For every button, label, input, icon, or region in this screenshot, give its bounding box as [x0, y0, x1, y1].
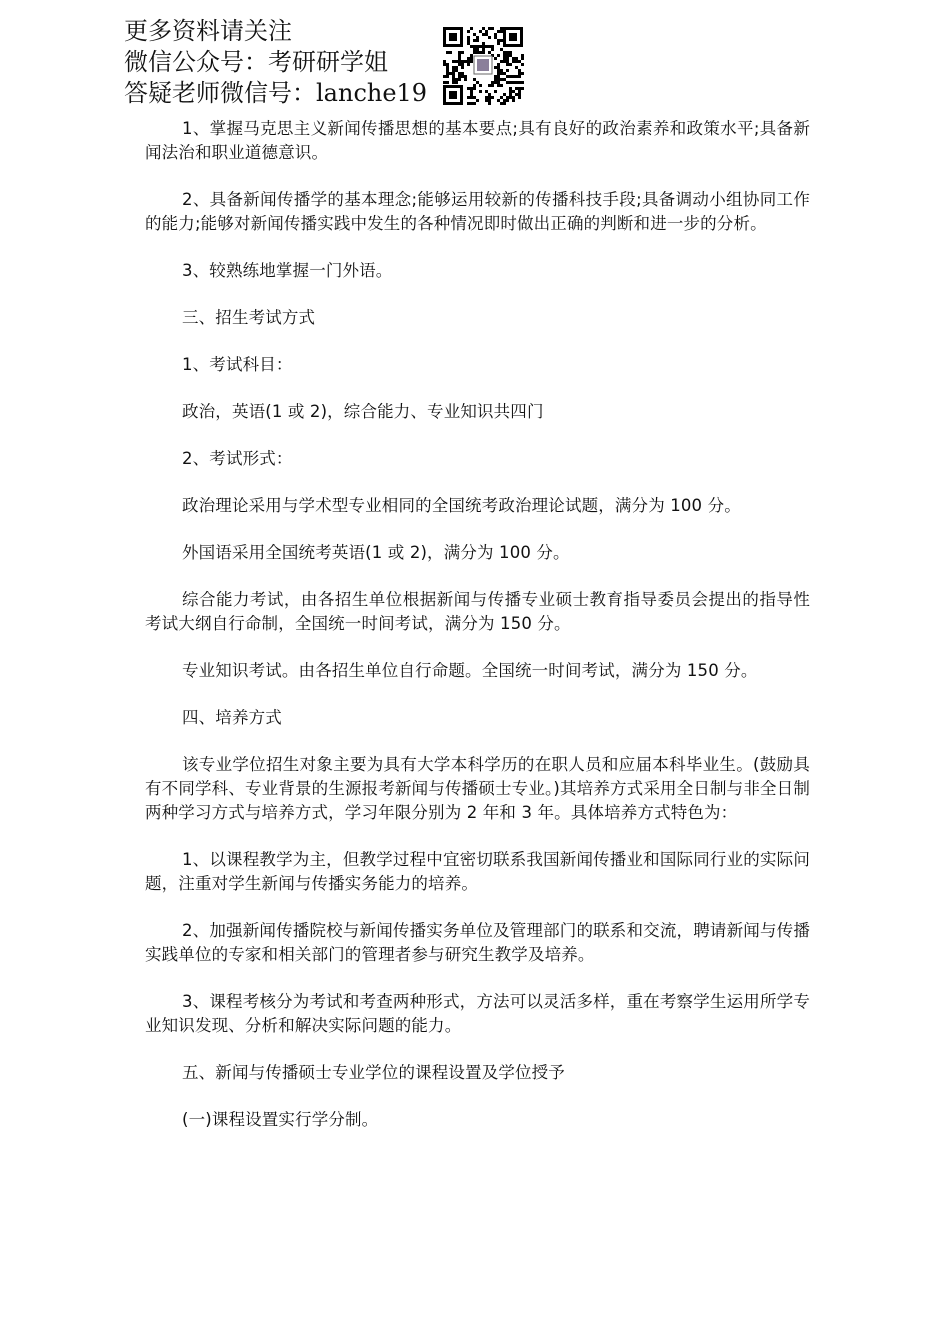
paragraph: 1、掌握马克思主义新闻传播思想的基本要点;具有良好的政治素养和政策水平;具备新闻法治和职业道德意识。 [145, 119, 810, 162]
promo-line-2: 微信公众号：考研研学姐 [124, 48, 388, 76]
paragraph: 外国语采用全国统考英语(1 或 2)，满分为 100 分。 [182, 543, 570, 562]
paragraph: (一)课程设置实行学分制。 [182, 1110, 379, 1129]
promo-line-3: 答疑老师微信号：lanche19 [124, 79, 428, 107]
paragraph: 综合能力考试，由各招生单位根据新闻与传播专业硕士教育指导委员会提出的指导性考试大纲自行命制，全国统一时间考试，满分为 150 分。 [145, 590, 810, 633]
section-heading: 四、培养方式 [182, 708, 282, 727]
section-heading: 三、招生考试方式 [182, 308, 316, 327]
paragraph: 1、考试科目： [182, 355, 293, 374]
paragraph: 2、考试形式： [182, 449, 293, 468]
promo-header [124, 16, 427, 109]
paragraph: 3、课程考核分为考试和考查两种形式，方法可以灵活多样，重在考察学生运用所学专业知识发现、分析和解决实际问题的能力。 [145, 992, 810, 1035]
qr-code-icon [442, 26, 524, 106]
paragraph: 该专业学位招生对象主要为具有大学本科学历的在职人员和应届本科毕业生。(鼓励具有不同学科、专业背景的生源报考新闻与传播硕士专业。)其培养方式采用全日制与非全日制两种学习方式与培养方式，学习年限分别为 2 年和 3 年。具体培养方式特色为： [145, 755, 810, 822]
paragraph: 政治，英语(1 或 2)，综合能力、专业知识共四门 [182, 402, 544, 421]
paragraph: 3、较熟练地掌握一门外语。 [182, 261, 393, 280]
paragraph: 政治理论采用与学术型专业相同的全国统考政治理论试题，满分为 100 分。 [182, 496, 741, 515]
promo-line-1: 更多资料请关注 [124, 17, 292, 45]
document-body [145, 117, 810, 1155]
paragraph: 2、加强新闻传播院校与新闻传播实务单位及管理部门的联系和交流，聘请新闻与传播实践单位的专家和相关部门的管理者参与研究生教学及培养。 [145, 921, 810, 964]
paragraph: 专业知识考试。由各招生单位自行命题。全国统一时间考试，满分为 150 分。 [182, 661, 758, 680]
section-heading: 五、新闻与传播硕士专业学位的课程设置及学位授予 [182, 1063, 565, 1082]
paragraph: 1、以课程教学为主，但教学过程中宜密切联系我国新闻传播业和国际同行业的实际问题，注重对学生新闻与传播实务能力的培养。 [145, 850, 810, 893]
paragraph: 2、具备新闻传播学的基本理念;能够运用较新的传播科技手段;具备调动小组协同工作的能力;能够对新闻传播实践中发生的各种情况即时做出正确的判断和进一步的分析。 [145, 190, 810, 233]
